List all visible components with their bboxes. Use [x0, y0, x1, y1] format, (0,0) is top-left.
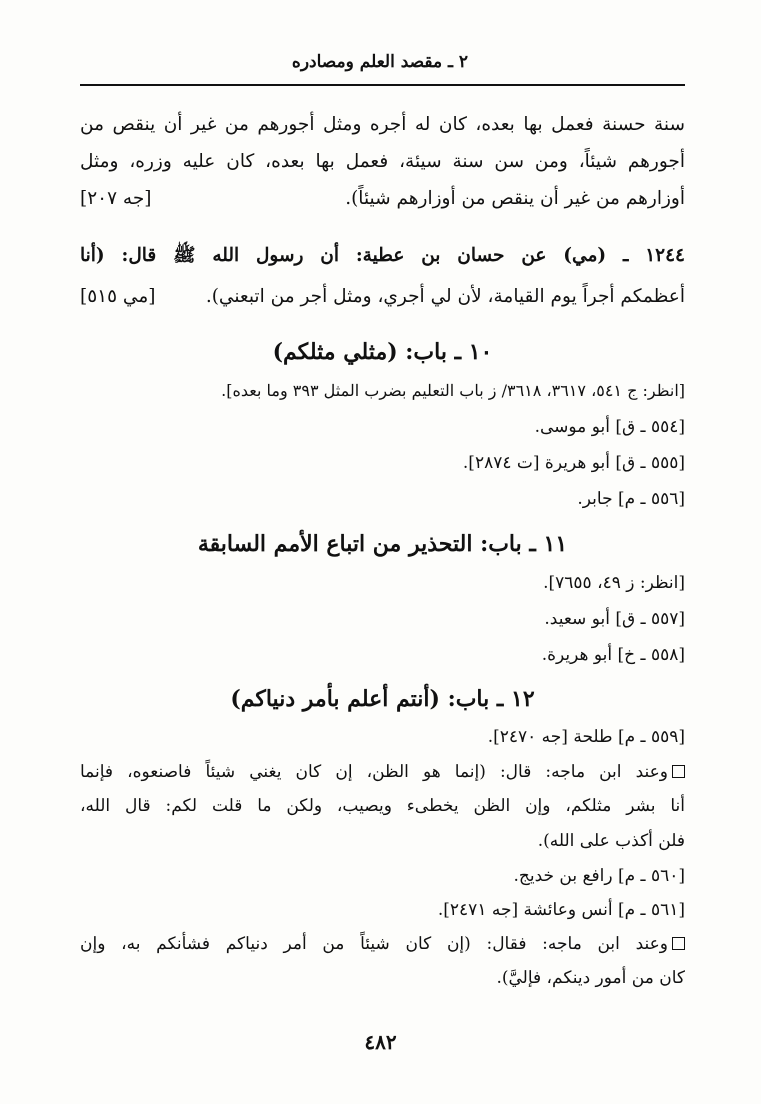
square-bullet-icon	[672, 937, 685, 950]
running-title: ٢ ـ مقصد العلم ومصادره	[291, 52, 469, 72]
text-line: أجورهم شيئاً، ومن سن سنة سيئة، فعمل بها بعده، كان عليه وزره، ومثل	[80, 151, 685, 172]
header-rule	[80, 84, 685, 86]
text-line-content: أوزارهم من غير أن ينقص من أوزارهم شيئاً).	[345, 188, 685, 209]
hadith-line: ١٢٤٤ ـ (مي) عن حسان بن عطية: أن رسول الله ﷺ قال: (أنا	[80, 245, 685, 266]
note-line: كان من أمور دينكم، فإليَّ).	[496, 968, 685, 988]
narrator-entry: [٥٥٤ ـ ق] أبو موسى.	[534, 417, 685, 437]
narrator-entry: [٥٥٨ ـ خ] أبو هريرة.	[541, 645, 685, 665]
square-bullet-icon	[672, 765, 685, 778]
narrator-entry: [٥٥٩ ـ م] طلحة [جه ٢٤٧٠].	[487, 727, 685, 747]
note-line-content: وعند ابن ماجه: فقال: (إن كان شيئاً من أمر دنياكم فشأنكم به، وإن	[80, 934, 668, 954]
page-number: ٤٨٢	[364, 1030, 397, 1054]
note-line: أنا بشر مثلكم، وإن الظن يخطىء ويصيب، ولكن ما قلت لكم: قال الله،	[80, 796, 685, 816]
text-line: سنة حسنة فعمل بها بعده، كان له أجره ومثل أجورهم من غير أن ينقص من	[80, 114, 685, 135]
note-line-content: وعند ابن ماجه: قال: (إنما هو الظن، إن كان يغني شيئاً فاصنعوه، فإنما	[80, 762, 668, 782]
chapter-title: ١٠ ـ باب: (مثلي مثلكم)	[272, 339, 493, 365]
source-reference: [جه ٢٠٧]	[80, 188, 152, 209]
note-line	[80, 764, 685, 781]
narrator-entry: [٥٥٦ ـ م] جابر.	[577, 489, 685, 509]
note-line: فلن أكذب على الله).	[537, 831, 685, 851]
hadith-line	[80, 288, 685, 307]
narrator-entry: [٥٥٧ ـ ق] أبو سعيد.	[544, 609, 685, 629]
narrator-entry: [٥٦٠ ـ م] رافع بن خديج.	[513, 866, 685, 886]
chapter-title: ١٢ ـ باب: (أنتم أعلم بأمر دنياكم)	[230, 686, 535, 712]
note-line	[80, 936, 685, 953]
text-line	[80, 190, 685, 209]
cross-reference: [انظر: ج ٥٤١، ٣٦١٧، ٣٦١٨/ ز باب التعليم بضرب المثل ٣٩٣ وما بعده].	[221, 381, 685, 400]
chapter-title: ١١ ـ باب: التحذير من اتباع الأمم السابقة	[197, 531, 568, 557]
source-reference: [مي ٥١٥]	[80, 286, 156, 307]
hadith-line-content: أعظمكم أجراً يوم القيامة، لأن لي أجري، ومثل أجر من اتبعني).	[205, 286, 685, 307]
narrator-entry: [٥٥٥ ـ ق] أبو هريرة [ت ٢٨٧٤].	[462, 453, 685, 473]
narrator-entry: [٥٦١ ـ م] أنس وعائشة [جه ٢٤٧١].	[437, 900, 685, 920]
cross-reference: [انظر: ز ٤٩، ٧٦٥٥].	[543, 573, 685, 593]
